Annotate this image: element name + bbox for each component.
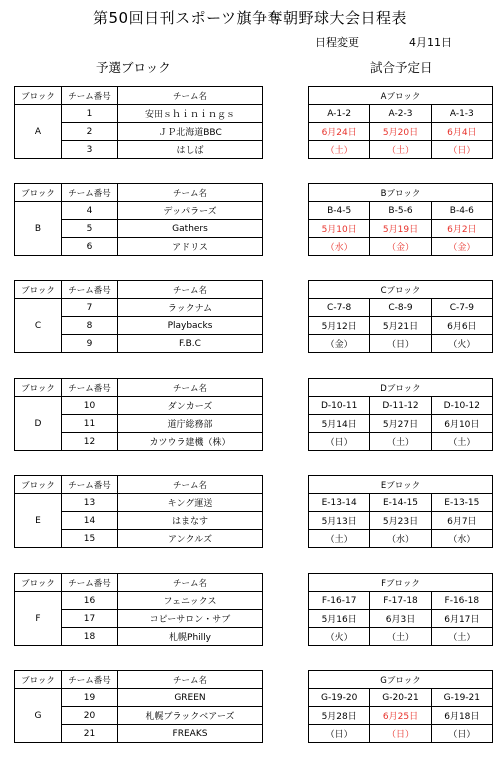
- game-date-row: [309, 512, 493, 530]
- team-name: はしば: [118, 141, 263, 159]
- game-code-row: [309, 494, 493, 512]
- team-name: 道庁総務部: [118, 415, 263, 433]
- team-number-column-header: チーム番号: [62, 476, 118, 494]
- game-code: G-20-21: [370, 689, 431, 707]
- block-g: [0, 670, 500, 748]
- game-weekday: （金）: [309, 335, 370, 353]
- teams-table: [14, 475, 263, 548]
- block-letter: D: [15, 397, 62, 451]
- team-number: 13: [62, 494, 118, 512]
- game-weekday: （日）: [370, 335, 431, 353]
- schedule-table: [308, 378, 493, 451]
- schedule-title-row: [309, 574, 493, 592]
- teams-table: [14, 280, 263, 353]
- game-code: G-19-21: [431, 689, 492, 707]
- game-date: 5月16日: [309, 610, 370, 628]
- schedule-title-row: [309, 281, 493, 299]
- game-weekday: （土）: [370, 433, 431, 451]
- game-date-row: [309, 415, 493, 433]
- team-name: コピーサロン・サブ: [118, 610, 263, 628]
- teams-header-row: [15, 379, 263, 397]
- team-row: [15, 202, 263, 220]
- team-number: 9: [62, 335, 118, 353]
- team-row: [15, 299, 263, 317]
- schedule-title-row: [309, 476, 493, 494]
- block-f: [0, 573, 500, 651]
- schedule-block-title: Bブロック: [309, 184, 493, 202]
- game-code: D-10-12: [431, 397, 492, 415]
- team-number-column-header: チーム番号: [62, 184, 118, 202]
- game-weekday: （金）: [431, 238, 492, 256]
- game-date: 5月19日: [370, 220, 431, 238]
- team-name-column-header: チーム名: [118, 184, 263, 202]
- game-date: 5月10日: [309, 220, 370, 238]
- team-number: 20: [62, 707, 118, 725]
- team-name: ダンカーズ: [118, 397, 263, 415]
- schedule-block-title: Cブロック: [309, 281, 493, 299]
- team-row: [15, 494, 263, 512]
- game-day-row: [309, 141, 493, 159]
- schedule-block-title: Gブロック: [309, 671, 493, 689]
- game-code: E-14-15: [370, 494, 431, 512]
- game-code: F-17-18: [370, 592, 431, 610]
- game-code: B-4-5: [309, 202, 370, 220]
- block-letter: F: [15, 592, 62, 646]
- teams-header-row: [15, 87, 263, 105]
- team-number-column-header: チーム番号: [62, 87, 118, 105]
- schedule-table: [308, 573, 493, 646]
- team-name-column-header: チーム名: [118, 671, 263, 689]
- team-name-column-header: チーム名: [118, 476, 263, 494]
- game-day-row: [309, 238, 493, 256]
- game-code-row: [309, 202, 493, 220]
- team-name-column-header: チーム名: [118, 281, 263, 299]
- game-code: E-13-15: [431, 494, 492, 512]
- block-column-header: ブロック: [15, 476, 62, 494]
- game-date: 5月13日: [309, 512, 370, 530]
- team-number: 10: [62, 397, 118, 415]
- game-code-row: [309, 397, 493, 415]
- team-number: 21: [62, 725, 118, 743]
- teams-table: [14, 378, 263, 451]
- game-date: 6月17日: [431, 610, 492, 628]
- team-number: 8: [62, 317, 118, 335]
- game-date-row: [309, 610, 493, 628]
- block-column-header: ブロック: [15, 184, 62, 202]
- team-row: [15, 592, 263, 610]
- team-number: 14: [62, 512, 118, 530]
- game-date: 6月24日: [309, 123, 370, 141]
- team-name-column-header: チーム名: [118, 379, 263, 397]
- game-code: C-8-9: [370, 299, 431, 317]
- schedule-title-row: [309, 184, 493, 202]
- game-code: C-7-9: [431, 299, 492, 317]
- team-number-column-header: チーム番号: [62, 671, 118, 689]
- game-day-row: [309, 725, 493, 743]
- teams-header-row: [15, 281, 263, 299]
- team-name: Gathers: [118, 220, 263, 238]
- block-letter: A: [15, 105, 62, 159]
- team-name: Playbacks: [118, 317, 263, 335]
- page-title: 第50回日刊スポーツ旗争奪朝野球大会日程表: [93, 9, 407, 27]
- game-day-row: [309, 433, 493, 451]
- match-schedule-heading: 試合予定日: [370, 60, 433, 75]
- team-number: 15: [62, 530, 118, 548]
- team-name: ＪＰ北海道BBC: [118, 123, 263, 141]
- block-letter: B: [15, 202, 62, 256]
- game-date: 6月4日: [431, 123, 492, 141]
- game-date: 5月20日: [370, 123, 431, 141]
- team-name: アドリス: [118, 238, 263, 256]
- team-name: 札幌ブラックベアーズ: [118, 707, 263, 725]
- game-day-row: [309, 335, 493, 353]
- game-code-row: [309, 592, 493, 610]
- block-column-header: ブロック: [15, 671, 62, 689]
- game-date: 6月7日: [431, 512, 492, 530]
- game-date: 5月23日: [370, 512, 431, 530]
- team-row: [15, 105, 263, 123]
- game-weekday: （日）: [431, 141, 492, 159]
- schedule-block-title: Fブロック: [309, 574, 493, 592]
- game-code: G-19-20: [309, 689, 370, 707]
- team-name: FREAKS: [118, 725, 263, 743]
- team-number-column-header: チーム番号: [62, 281, 118, 299]
- schedule-table: [308, 280, 493, 353]
- team-number: 17: [62, 610, 118, 628]
- game-weekday: （火）: [309, 628, 370, 646]
- teams-table: [14, 183, 263, 256]
- game-weekday: （日）: [370, 725, 431, 743]
- team-name: フェニックス: [118, 592, 263, 610]
- game-code-row: [309, 105, 493, 123]
- schedule-block-title: Aブロック: [309, 87, 493, 105]
- schedule-title-row: [309, 671, 493, 689]
- game-date-row: [309, 317, 493, 335]
- team-number: 3: [62, 141, 118, 159]
- game-code: F-16-18: [431, 592, 492, 610]
- block-a: [0, 86, 500, 164]
- schedule-block-title: Eブロック: [309, 476, 493, 494]
- game-weekday: （水）: [309, 238, 370, 256]
- teams-table: [14, 86, 263, 159]
- game-weekday: （日）: [431, 725, 492, 743]
- game-weekday: （火）: [431, 335, 492, 353]
- team-name-column-header: チーム名: [118, 574, 263, 592]
- game-code: D-11-12: [370, 397, 431, 415]
- game-code: A-2-3: [370, 105, 431, 123]
- block-column-header: ブロック: [15, 87, 62, 105]
- game-date: 6月25日: [370, 707, 431, 725]
- team-number: 1: [62, 105, 118, 123]
- team-number: 5: [62, 220, 118, 238]
- teams-header-row: [15, 671, 263, 689]
- team-number-column-header: チーム番号: [62, 574, 118, 592]
- game-date: 6月10日: [431, 415, 492, 433]
- block-column-header: ブロック: [15, 574, 62, 592]
- game-weekday: （土）: [309, 141, 370, 159]
- game-date: 5月12日: [309, 317, 370, 335]
- team-name: 札幌Philly: [118, 628, 263, 646]
- preliminary-blocks-heading: 予選ブロック: [96, 60, 171, 75]
- team-name: デッパラーズ: [118, 202, 263, 220]
- block-column-header: ブロック: [15, 379, 62, 397]
- game-date: 6月3日: [370, 610, 431, 628]
- team-name: アンクルズ: [118, 530, 263, 548]
- teams-table: [14, 573, 263, 646]
- game-weekday: （水）: [370, 530, 431, 548]
- team-number: 16: [62, 592, 118, 610]
- team-number: 6: [62, 238, 118, 256]
- teams-header-row: [15, 184, 263, 202]
- team-name-column-header: チーム名: [118, 87, 263, 105]
- game-weekday: （日）: [309, 433, 370, 451]
- team-number: 4: [62, 202, 118, 220]
- teams-table: [14, 670, 263, 743]
- game-weekday: （土）: [370, 141, 431, 159]
- schedule-table: [308, 86, 493, 159]
- schedule-change-date: 4月11日: [409, 36, 452, 49]
- game-date: 5月21日: [370, 317, 431, 335]
- game-code: B-5-6: [370, 202, 431, 220]
- game-day-row: [309, 628, 493, 646]
- team-name: カツウラ建機（株）: [118, 433, 263, 451]
- schedule-title-row: [309, 379, 493, 397]
- schedule-change-label: 日程変更: [315, 36, 359, 49]
- schedule-table: [308, 475, 493, 548]
- team-name: はまなす: [118, 512, 263, 530]
- game-day-row: [309, 530, 493, 548]
- team-number: 11: [62, 415, 118, 433]
- team-number: 7: [62, 299, 118, 317]
- game-date: 5月14日: [309, 415, 370, 433]
- game-code: C-7-8: [309, 299, 370, 317]
- game-weekday: （土）: [370, 628, 431, 646]
- block-letter: C: [15, 299, 62, 353]
- team-name: ラックナム: [118, 299, 263, 317]
- block-letter: E: [15, 494, 62, 548]
- team-row: [15, 397, 263, 415]
- team-name: キング運送: [118, 494, 263, 512]
- game-weekday: （金）: [370, 238, 431, 256]
- team-row: [15, 689, 263, 707]
- team-name: GREEN: [118, 689, 263, 707]
- teams-header-row: [15, 476, 263, 494]
- block-column-header: ブロック: [15, 281, 62, 299]
- team-number: 12: [62, 433, 118, 451]
- game-date: 6月18日: [431, 707, 492, 725]
- game-code-row: [309, 299, 493, 317]
- game-code: D-10-11: [309, 397, 370, 415]
- game-code: A-1-3: [431, 105, 492, 123]
- teams-header-row: [15, 574, 263, 592]
- schedule-block-title: Dブロック: [309, 379, 493, 397]
- team-number-column-header: チーム番号: [62, 379, 118, 397]
- block-letter: G: [15, 689, 62, 743]
- game-date-row: [309, 220, 493, 238]
- block-b: [0, 183, 500, 261]
- schedule-table: [308, 670, 493, 743]
- block-e: [0, 475, 500, 553]
- team-name: 安田ｓｈｉｎｉｎｇｓ: [118, 105, 263, 123]
- game-code-row: [309, 689, 493, 707]
- game-weekday: （日）: [309, 725, 370, 743]
- game-code: F-16-17: [309, 592, 370, 610]
- team-number: 19: [62, 689, 118, 707]
- game-weekday: （水）: [431, 530, 492, 548]
- game-date: 6月6日: [431, 317, 492, 335]
- game-date: 6月2日: [431, 220, 492, 238]
- block-d: [0, 378, 500, 456]
- block-c: [0, 280, 500, 358]
- game-code: B-4-6: [431, 202, 492, 220]
- game-date: 5月28日: [309, 707, 370, 725]
- team-name: F.B.C: [118, 335, 263, 353]
- game-weekday: （土）: [309, 530, 370, 548]
- game-date-row: [309, 123, 493, 141]
- team-number: 2: [62, 123, 118, 141]
- schedule-table: [308, 183, 493, 256]
- game-weekday: （土）: [431, 628, 492, 646]
- team-number: 18: [62, 628, 118, 646]
- game-code: E-13-14: [309, 494, 370, 512]
- schedule-title-row: [309, 87, 493, 105]
- game-date: 5月27日: [370, 415, 431, 433]
- game-code: A-1-2: [309, 105, 370, 123]
- game-date-row: [309, 707, 493, 725]
- game-weekday: （土）: [431, 433, 492, 451]
